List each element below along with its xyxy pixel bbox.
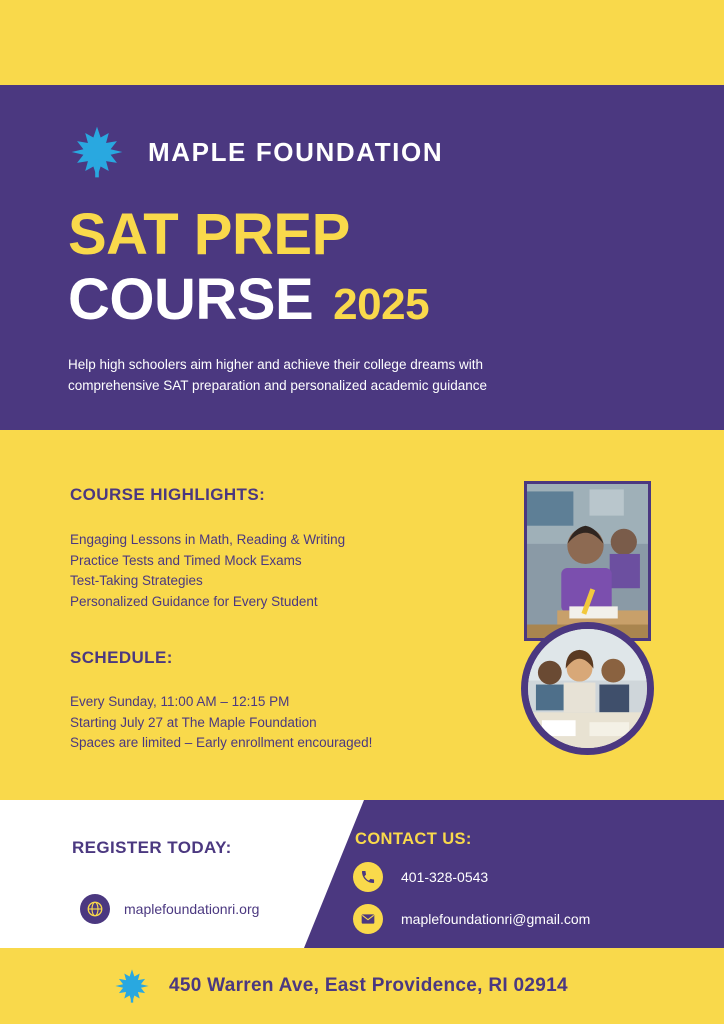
phone-row[interactable] <box>353 862 488 892</box>
maple-leaf-icon <box>68 123 126 181</box>
hero-section <box>0 85 724 430</box>
students-group-photo <box>521 622 654 755</box>
globe-icon <box>80 894 110 924</box>
course-highlights-heading: COURSE HIGHLIGHTS: <box>70 485 266 504</box>
brand-name: MAPLE FOUNDATION <box>148 136 444 167</box>
list-item: Every Sunday, 11:00 AM – 12:15 PM <box>70 694 290 709</box>
list-item: Starting July 27 at The Maple Foundation <box>70 714 317 730</box>
details-section <box>0 430 724 800</box>
website-row[interactable] <box>80 894 259 924</box>
register-today-heading: REGISTER TODAY: <box>72 838 232 857</box>
poster-title-primary: SAT PREP <box>68 202 350 267</box>
poster-title-year: 2025 <box>333 279 430 329</box>
schedule-list <box>70 692 372 754</box>
phone-icon <box>353 862 383 892</box>
poster-title-secondary-row <box>68 266 664 332</box>
footer-address: 450 Warren Ave, East Providence, RI 02914 <box>169 975 568 996</box>
email-address[interactable]: maplefoundationri@gmail.com <box>401 911 591 927</box>
course-highlights-list <box>70 530 345 612</box>
list-item: Spaces are limited – Early enrollment encouraged! <box>70 735 373 751</box>
email-row[interactable] <box>353 904 590 934</box>
contact-section <box>0 800 724 948</box>
contact-us-heading: CONTACT US: <box>355 830 472 848</box>
student-studying-photo <box>524 481 651 641</box>
list-item: Personalized Guidance for Every Student <box>70 593 318 609</box>
schedule-heading: SCHEDULE: <box>70 648 173 667</box>
list-item: Practice Tests and Timed Mock Exams <box>70 552 302 568</box>
brand-row <box>68 115 664 189</box>
list-item: Test-Taking Strategies <box>70 573 203 589</box>
hero-description: Help high schoolers aim higher and achieve their college dreams with comprehensive SAT preparation and personalized academic guidance <box>68 356 488 393</box>
envelope-icon <box>353 904 383 934</box>
list-item: Engaging Lessons in Math, Reading & Writing <box>70 532 346 547</box>
website-link[interactable]: maplefoundationri.org <box>124 901 260 917</box>
phone-number[interactable]: 401-328-0543 <box>401 869 489 885</box>
poster-title-course: COURSE <box>68 266 314 332</box>
footer <box>0 948 724 1024</box>
maple-leaf-icon <box>113 967 151 1005</box>
